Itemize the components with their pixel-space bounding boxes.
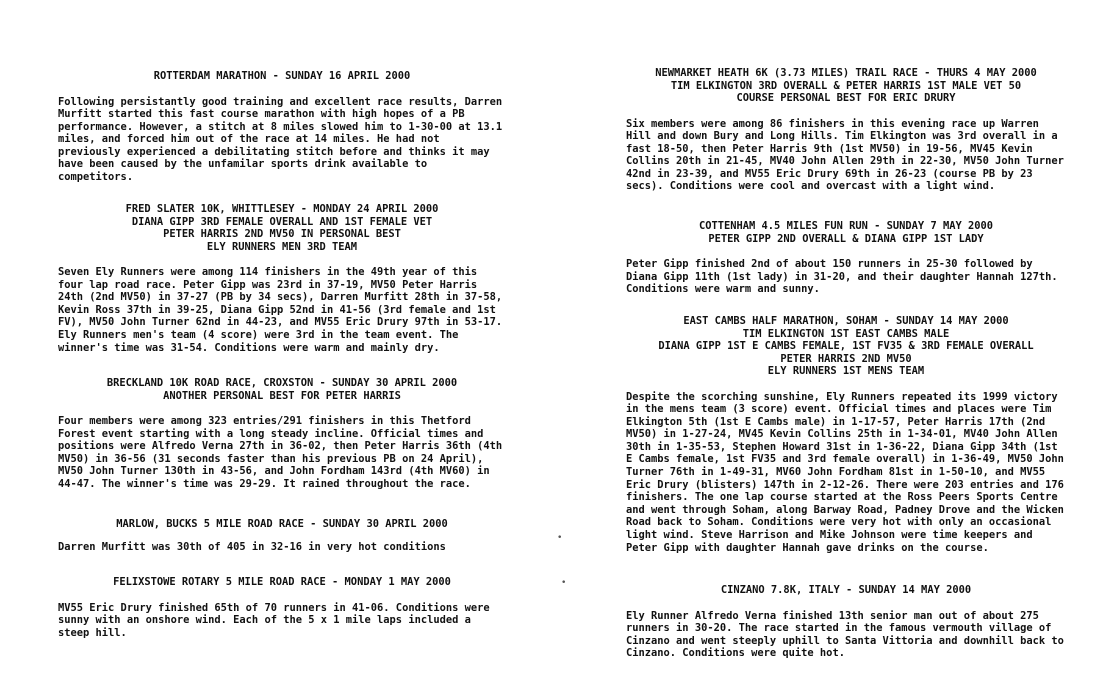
article-heading [626,584,1066,597]
article-body: Ely Runner Alfredo Verna finished 13th senior man out of about 275 runners in 30-20. The race started in the famous vermouth village of Cinzano and went steeply uphill to Santa Vittoria and downhill back to Cinzano. Conditions were quite hot. [626,609,1064,660]
heading-line: DIANA GIPP 3RD FEMALE OVERALL AND 1ST FEMALE VET [131,215,433,228]
article-body: Four members were among 323 entries/291 finishers in this Thetford Forest event starting with a long steady incline. Official times and positions were Alfredo Verna 27th in 36-02, then Peter Harris 36th (4th MV50) in 36-56 (31 seconds faster than his previous PB on 24 April), MV50 John Turner 130th in 43-56, and John Fordham 143rd (4th MV60) in 44-47. The winner's time was 29-29. It rained throughout the race. [58,415,503,490]
heading-line: NEWMARKET HEATH 6K (3.73 MILES) TRAIL RACE - THURS 4 MAY 2000 [655,67,1037,79]
heading-line: MARLOW, BUCKS 5 MILE ROAD RACE - SUNDAY 30 APRIL 2000 [116,518,448,530]
heading-line: FRED SLATER 10K, WHITTLESEY - MONDAY 24 APRIL 2000 [125,203,439,215]
heading-line: FELIXSTOWE ROTARY 5 MILE ROAD RACE - MONDAY 1 MAY 2000 [113,576,451,588]
article-cottenham-fun-run [626,220,1066,296]
heading-line: DIANA GIPP 1ST E CAMBS FEMALE, 1ST FV35 & 3RD FEMALE OVERALL [658,340,1034,352]
article-body: Peter Gipp finished 2nd of about 150 runners in 25-30 followed by Diana Gipp 11th (1st lady) in 31-20, and their daughter Hannah 127th. Conditions were warm and sunny. [626,258,1058,296]
article-cinzano-7-8k [626,584,1066,660]
heading-line: COTTENHAM 4.5 MILES FUN RUN - SUNDAY 7 MAY 2000 [698,220,994,232]
article-east-cambs-half-marathon [626,315,1066,554]
heading-line: ANOTHER PERSONAL BEST FOR PETER HARRIS [163,389,401,402]
heading-line: ELY RUNNERS MEN 3RD TEAM [206,240,358,253]
article-newmarket-heath-6k [626,67,1066,193]
article-body: Six members were among 86 finishers in this evening race up Warren Hill and down Bury and Long Hills. Tim Elkington was 3rd overall in a fast 18-50, then Peter Harris 9th (1st MV50) in 19-56, MV45 Kevin Collins 20th in 21-45, MV40 John Allen 29th in 22-30, MV50 John Turner 42nd in 23-39, and MV55 Eric Drury 69th in 26-23 (course PB by 23 secs). Conditions were cool and overcast with a light wind. [626,117,1064,193]
article-rotterdam-marathon [58,70,506,184]
heading-line: PETER HARRIS 2ND MV50 IN PERSONAL BEST [163,228,401,240]
article-heading [626,67,1066,105]
heading-line: PETER GIPP 2ND OVERALL & DIANA GIPP 1ST LADY [708,232,984,245]
heading-line: ELY RUNNERS 1ST MENS TEAM [767,365,925,377]
article-body: Following persistantly good training and excellent race results, Darren Murfitt started this fast course marathon with high hopes of a PB performance. However, a stitch at 8 miles slowed him to 1-30-00 at 13.1 miles, and forced him out of the race at 14 miles. He had not previously experienced a debilitating stitch before and thinks it may have been caused by the unfamilar sports drink available to competitors. [58,95,503,184]
heading-line: EAST CAMBS HALF MARATHON, SOHAM - SUNDAY 14 MAY 2000 [683,315,1009,327]
article-body: Darren Murfitt was 30th of 405 in 32-16 in very hot conditions [58,540,446,553]
article-heading [58,377,506,402]
heading-line: TIM ELKINGTON 1ST EAST CAMBS MALE [742,327,950,340]
article-body: Seven Ely Runners were among 114 finishers in the 49th year of this four lap road race. Peter Gipp was 23rd in 37-19, MV50 Peter Harris 24th (2nd MV50) in 37-27 (PB by 34 secs), Darren Murfitt 28th in 37-58, Kevin Ross 37th in 39-25, Diana Gipp 52nd in 41-56 (3rd female and 1st FV), MV50 John Turner 62nd in 44-23, and MV55 Eric Drury 97th in 53-17. Ely Runners men's team (4 score) were 3rd in the team event. The winner's time was 31-54. Conditions were warm and mainly dry. [58,266,503,354]
heading-line: CINZANO 7.8K, ITALY - SUNDAY 14 MAY 2000 [720,584,972,596]
heading-line: PETER HARRIS 2ND MV50 [780,352,912,365]
heading-line: COURSE PERSONAL BEST FOR ERIC DRURY [736,92,956,104]
article-heading [58,576,506,589]
article-marlow-5-mile [58,518,506,553]
article-breckland-10k [58,377,506,491]
article-heading [58,518,506,531]
scan-speck: • [561,578,567,588]
article-body: Despite the scorching sunshine, Ely Runners repeated its 1999 victory in the mens team (3 score) event. Official times and places were Tim Elkington 5th (1st E Cambs male) in 1-17-57, Peter Harris 17th (2nd MV50) in 1-27-24, MV45 Kevin Collins 25th in 1-34-01, MV40 John Allen 30th in 1-35-53, Stephen Howard 31st in 1-36-22, Diana Gipp 34th (1st E Cambs female, 1st FV35 and 3rd female overall) in 1-36-49, MV50 John Turner 76th in 1-49-31, MV60 John Fordham 81st in 1-50-10, and MV55 Eric Drury (blisters) 147th in 2-12-26. There were 203 entries and 176 finishers. The one lap course started at the Ross Peers Sports Centre and went through Soham, along Barway Road, Padney Drove and the Wicken Road back to Soham. Conditions were very hot with only an occasional light wind. Steve Harrison and Mike Johnson were time keepers and Peter Gipp with daughter Hannah gave drinks on the course. [626,390,1064,554]
article-fred-slater-10k [58,203,506,354]
heading-line: TIM ELKINGTON 3RD OVERALL & PETER HARRIS 1ST MALE VET 50 [670,79,1022,92]
scan-speck: • [557,533,563,543]
article-felixstowe-5-mile [58,576,506,639]
article-heading [626,315,1066,378]
heading-line: ROTTERDAM MARATHON - SUNDAY 16 APRIL 2000 [153,70,411,82]
heading-line: BRECKLAND 10K ROAD RACE, CROXSTON - SUNDAY 30 APRIL 2000 [106,377,458,389]
article-heading [58,203,506,253]
article-heading [58,70,506,83]
article-heading [626,220,1066,245]
article-body: MV55 Eric Drury finished 65th of 70 runners in 41-06. Conditions were sunny with an onshore wind. Each of the 5 x 1 mile laps included a steep hill. [58,601,490,639]
